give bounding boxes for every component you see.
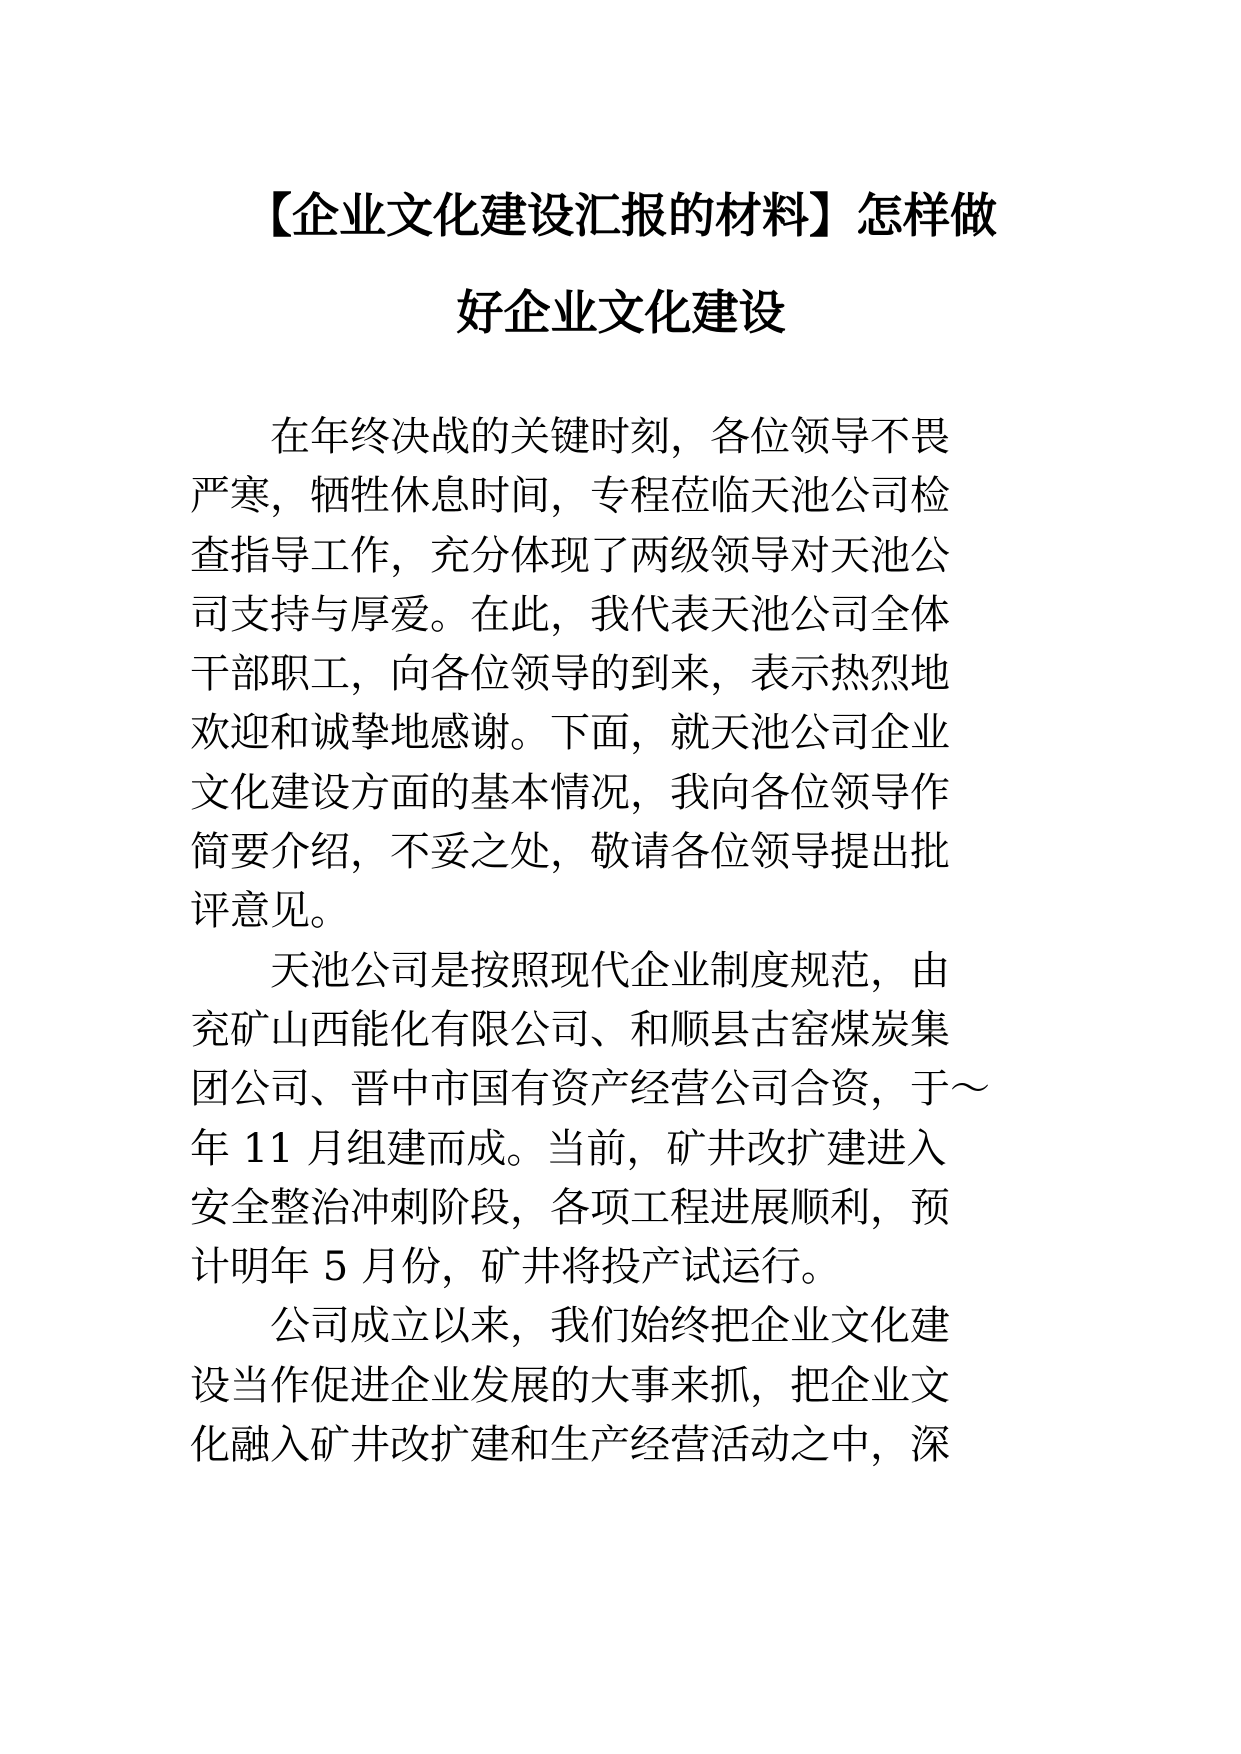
paragraph-1 [190,408,1052,942]
paragraph-line: 司支持与厚爱。在此，我代表天池公司全体 [190,591,950,638]
paragraph-line: 文化建设方面的基本情况，我向各位领导作 [190,769,950,816]
title-line-1: 【企业文化建设汇报的材料】怎样做 [245,189,997,244]
paragraph-3 [190,1297,1052,1475]
paragraph-line: 严寒，牺牲休息时间，专程莅临天池公司检 [190,473,950,520]
paragraph-line: 兖矿山西能化有限公司、和顺县古窑煤炭集 [190,1006,950,1053]
paragraph-line: 天池公司是按照现代企业制度规范，由 [190,947,950,994]
paragraph-line: 团公司、晋中市国有资产经营公司合资，于～ [190,1066,990,1113]
paragraph-line: 查指导工作，充分体现了两级领导对天池公 [190,532,950,579]
paragraph-line: 化融入矿井改扩建和生产经营活动之中，深 [190,1422,950,1469]
paragraph-line: 年 11 月组建而成。当前，矿井改扩建进入 [190,1125,947,1172]
title-line-2: 好企业文化建设 [456,286,786,341]
document-title [190,168,1052,362]
paragraph-line: 安全整治冲刺阶段，各项工程进展顺利，预 [190,1184,950,1231]
paragraph-2 [190,942,1052,1298]
paragraph-line: 计明年 5 月份，矿井将投产试运行。 [190,1244,841,1291]
paragraph-line: 在年终决战的关键时刻，各位领导不畏 [190,414,950,460]
paragraph-line: 评意见。 [190,888,350,935]
paragraph-line: 设当作促进企业发展的大事来抓，把企业文 [190,1362,950,1409]
document-body [190,408,1052,1475]
paragraph-line: 欢迎和诚挚地感谢。下面，就天池公司企业 [190,710,950,757]
paragraph-line: 干部职工，向各位领导的到来，表示热烈地 [190,651,950,698]
paragraph-line: 简要介绍，不妥之处，敬请各位领导提出批 [190,829,950,876]
paragraph-line: 公司成立以来，我们始终把企业文化建 [190,1303,950,1350]
